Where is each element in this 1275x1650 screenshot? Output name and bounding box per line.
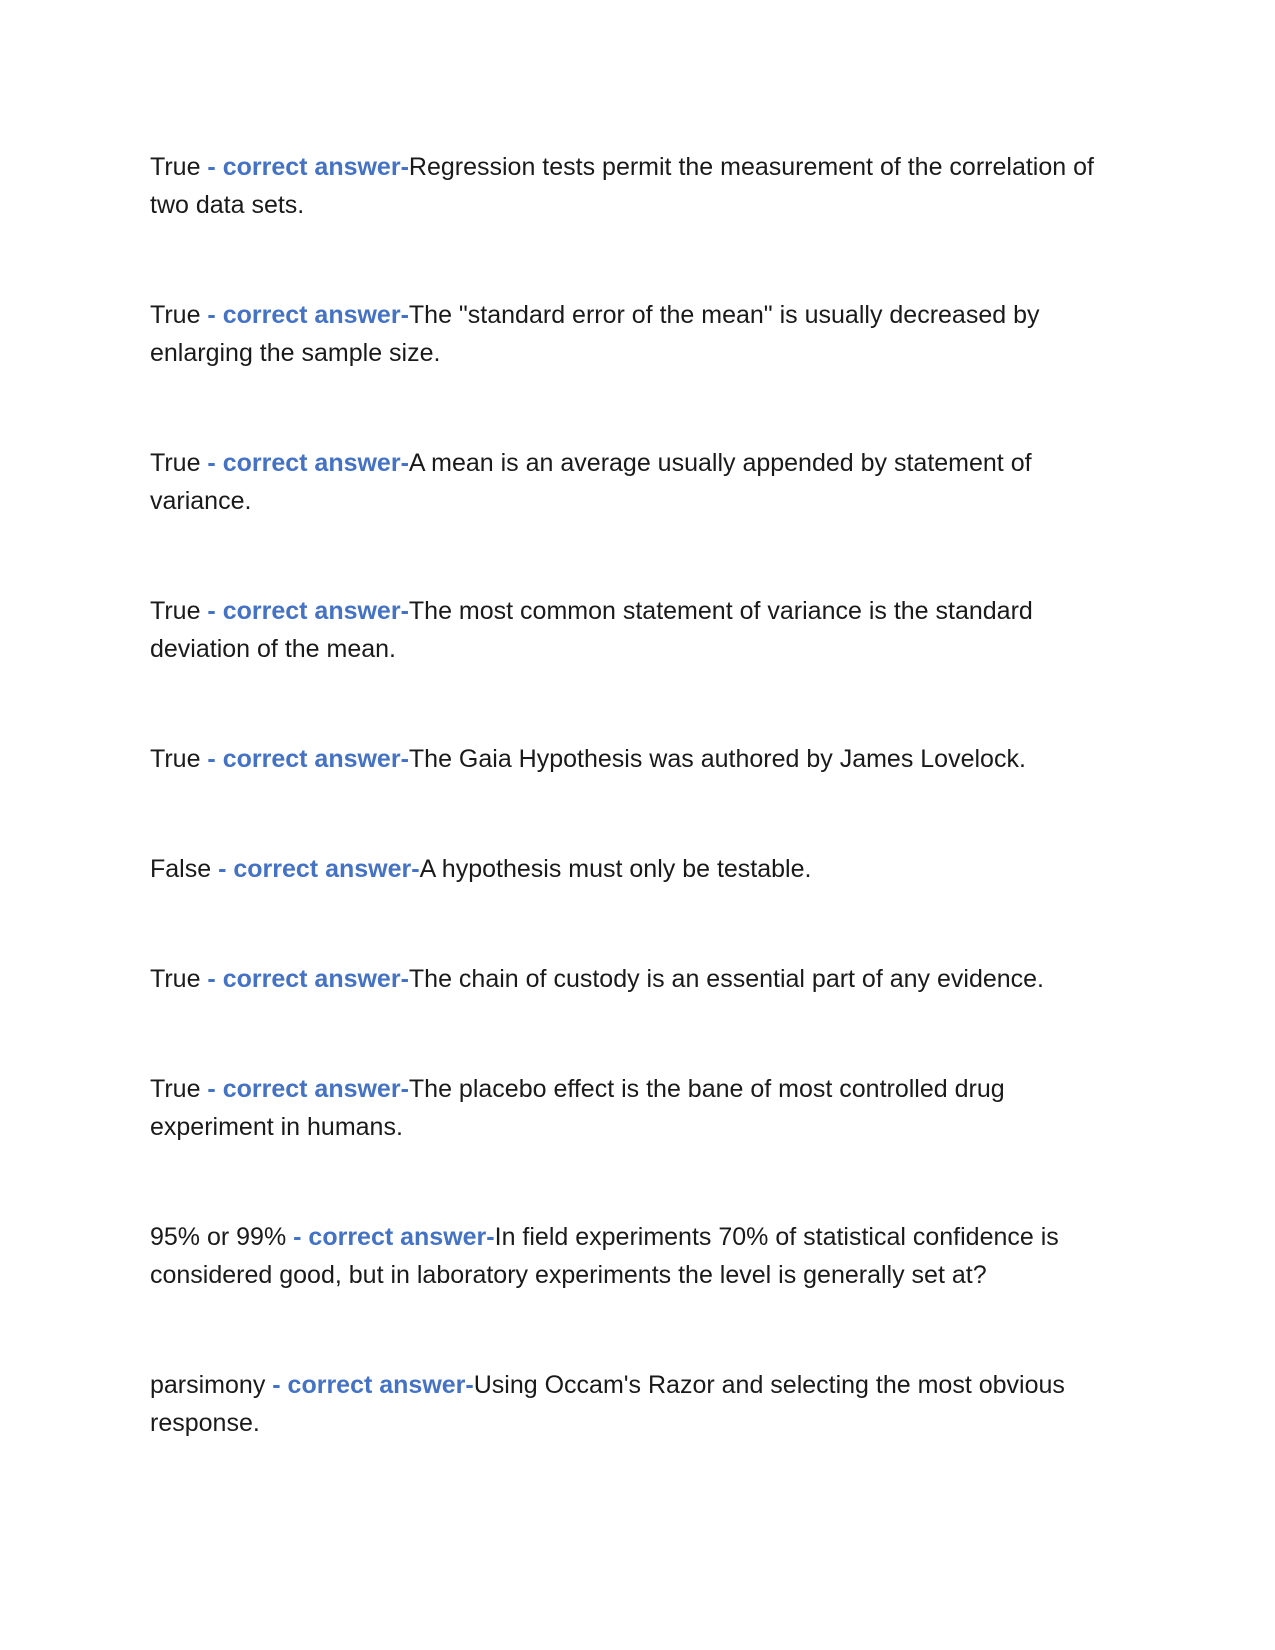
correct-answer-marker: - correct answer- xyxy=(200,965,409,993)
qa-item xyxy=(150,592,1120,668)
qa-item xyxy=(150,740,1120,778)
qa-item xyxy=(150,148,1120,224)
qa-item xyxy=(150,296,1120,372)
correct-answer-marker: - correct answer- xyxy=(265,1371,474,1399)
qa-item xyxy=(150,960,1120,998)
correct-answer-marker: - correct answer- xyxy=(211,855,420,883)
correct-answer-marker: - correct answer- xyxy=(200,597,409,625)
answer-text: True xyxy=(150,449,201,477)
correct-answer-marker: - correct answer- xyxy=(286,1223,495,1251)
correct-answer-marker: - correct answer- xyxy=(200,301,409,329)
question-text: In field experiments 70% of statistical confidence is considered good, but in laboratory experiments the level is generally set at? xyxy=(150,1223,1059,1289)
qa-list xyxy=(150,148,1120,1514)
correct-answer-marker: - correct answer- xyxy=(200,745,409,773)
answer-text: True xyxy=(150,745,201,773)
question-text: The most common statement of variance is the standard deviation of the mean. xyxy=(150,597,1033,663)
question-text: Regression tests permit the measurement of the correlation of two data sets. xyxy=(150,153,1094,219)
qa-item xyxy=(150,1070,1120,1146)
correct-answer-marker: - correct answer- xyxy=(200,449,409,477)
answer-text: True xyxy=(150,597,201,625)
correct-answer-marker: - correct answer- xyxy=(200,1075,409,1103)
answer-text: 95% or 99% xyxy=(150,1223,287,1251)
question-text: The placebo effect is the bane of most controlled drug experiment in humans. xyxy=(150,1075,1005,1141)
answer-text: parsimony xyxy=(150,1371,266,1399)
question-text: The chain of custody is an essential part of any evidence. xyxy=(408,965,1045,993)
question-text: A hypothesis must only be testable. xyxy=(419,855,812,883)
question-text: Using Occam's Razor and selecting the most obvious response. xyxy=(150,1371,1065,1437)
answer-text: True xyxy=(150,1075,201,1103)
qa-item xyxy=(150,850,1120,888)
answer-text: True xyxy=(150,301,201,329)
answer-text: False xyxy=(150,855,212,883)
qa-item xyxy=(150,1366,1120,1442)
answer-text: True xyxy=(150,965,201,993)
question-text: A mean is an average usually appended by statement of variance. xyxy=(150,449,1032,515)
qa-item xyxy=(150,444,1120,520)
question-text: The Gaia Hypothesis was authored by James Lovelock. xyxy=(408,745,1026,773)
correct-answer-marker: - correct answer- xyxy=(200,153,409,181)
qa-item xyxy=(150,1218,1120,1294)
answer-text: True xyxy=(150,153,201,181)
question-text: The "standard error of the mean" is usually decreased by enlarging the sample size. xyxy=(150,301,1040,367)
